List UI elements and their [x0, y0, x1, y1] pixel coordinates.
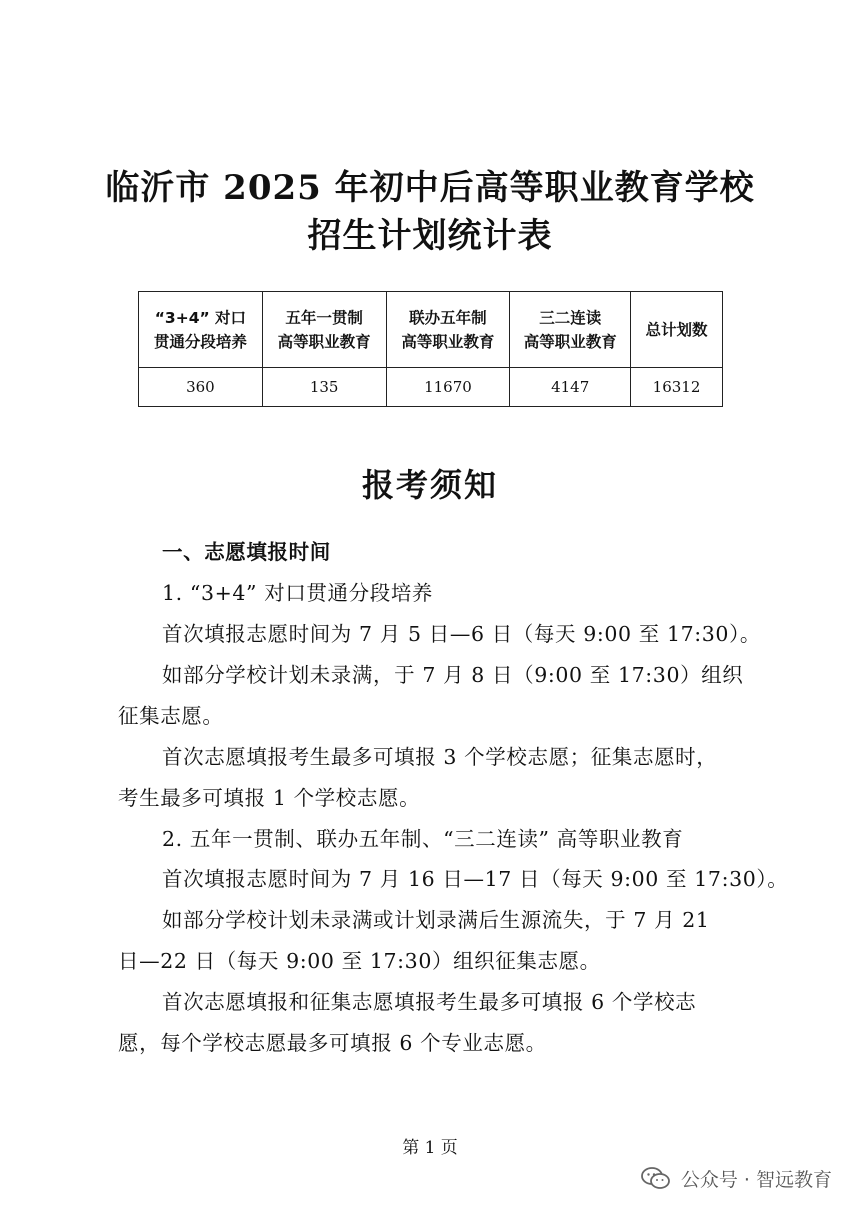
- value-3plus4: 360: [139, 368, 263, 407]
- paragraph-3-line1: 首次志愿填报考生最多可填报 3 个学校志愿；征集志愿时，: [162, 745, 718, 769]
- item-1-title: 1. “3+4” 对口贯通分段培养: [162, 581, 434, 605]
- table-header-row: [139, 292, 723, 368]
- value-total: 16312: [631, 368, 723, 407]
- table-row: [139, 368, 723, 407]
- value-three-two: 4147: [510, 368, 631, 407]
- item-2-title: 2. 五年一贯制、联办五年制、“三二连读” 高等职业教育: [162, 827, 684, 851]
- notice-title: 报考须知: [361, 466, 498, 504]
- value-joint-five-year: 11670: [386, 368, 510, 407]
- wechat-watermark: [641, 1165, 832, 1192]
- header-total: 总计划数: [631, 292, 723, 368]
- value-five-year: 135: [262, 368, 386, 407]
- wechat-icon: [641, 1167, 671, 1191]
- header-joint-five-year: 联办五年制 高等职业教育: [386, 292, 510, 368]
- paragraph-1: 首次填报志愿时间为 7 月 5 日—6 日（每天 9:00 至 17:30）。: [162, 622, 762, 646]
- header-five-year: 五年一贯制 高等职业教育: [262, 292, 386, 368]
- document-title-line1: 临沂市 2025 年初中后高等职业教育学校: [105, 168, 755, 208]
- paragraph-2-line1: 如部分学校计划未录满，于 7 月 8 日（9:00 至 17:30）组织: [162, 663, 744, 687]
- paragraph-6-line2: 愿，每个学校志愿最多可填报 6 个专业志愿。: [118, 1031, 547, 1055]
- paragraph-6-line1: 首次志愿填报和征集志愿填报考生最多可填报 6 个学校志: [162, 990, 697, 1014]
- paragraph-3-line2: 考生最多可填报 1 个学校志愿。: [118, 786, 421, 810]
- watermark-text: 公众号 · 智远教育: [680, 1169, 832, 1191]
- paragraph-5-line2: 日—22 日（每天 9:00 至 17:30）组织征集志愿。: [118, 949, 601, 973]
- header-three-two: 三二连读 高等职业教育: [510, 292, 631, 368]
- enrollment-plan-table: [138, 291, 723, 407]
- header-3plus4: “3+4” 对口 贯通分段培养: [139, 292, 263, 368]
- section-heading-1: 一、志愿填报时间: [162, 540, 331, 564]
- paragraph-2-line2: 征集志愿。: [118, 704, 224, 728]
- page-number: 第 1 页: [402, 1138, 458, 1158]
- paragraph-4: 首次填报志愿时间为 7 月 16 日—17 日（每天 9:00 至 17:30）。: [162, 867, 789, 891]
- document-title-line2: 招生计划统计表: [307, 216, 553, 256]
- paragraph-5-line1: 如部分学校计划未录满或计划录满后生源流失，于 7 月 21: [162, 908, 710, 932]
